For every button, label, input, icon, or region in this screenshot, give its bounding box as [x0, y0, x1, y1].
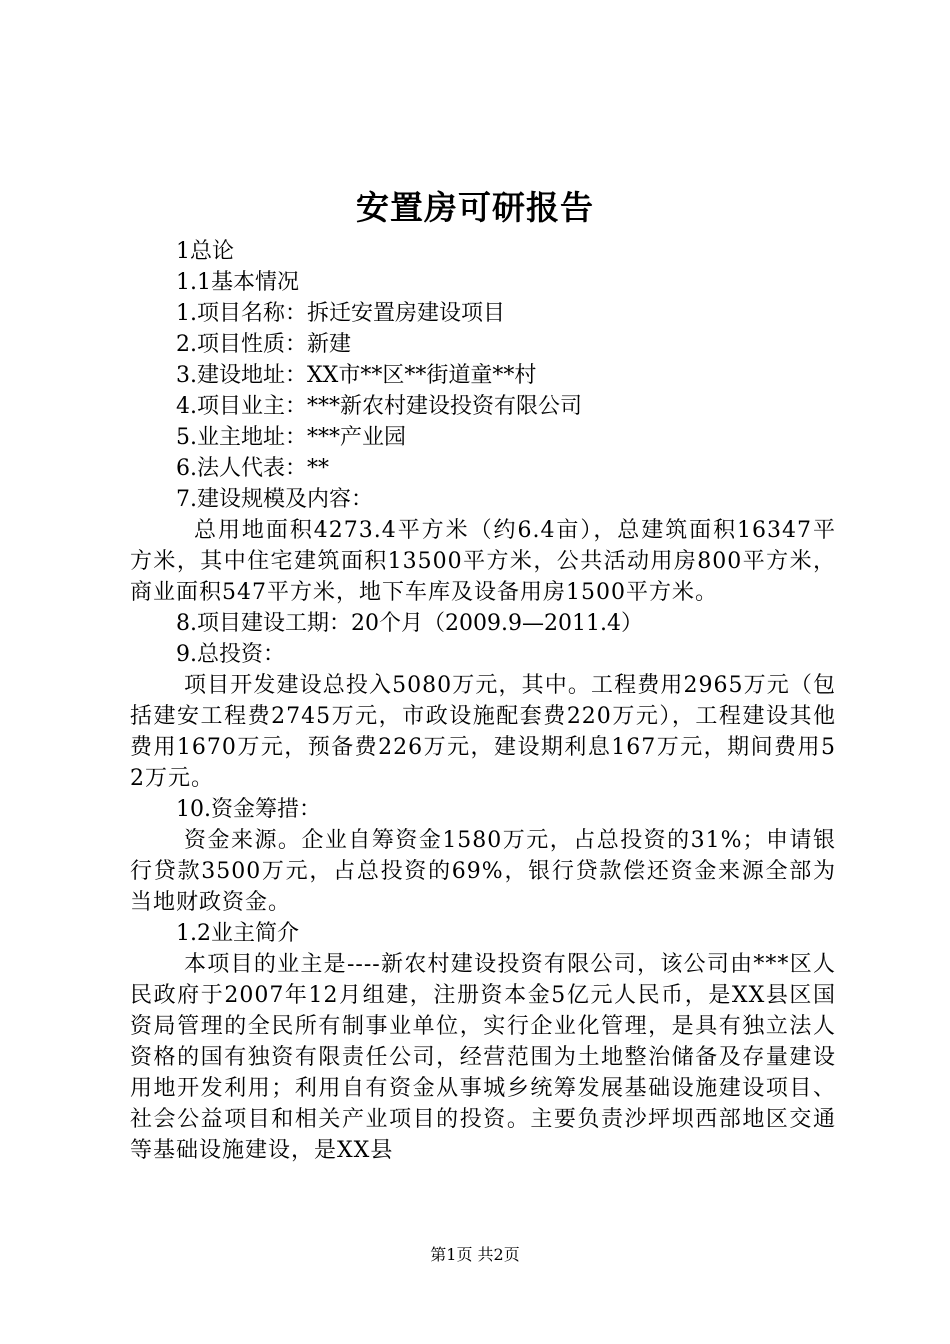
list-item: 5.业主地址：***产业园 — [176, 425, 406, 450]
list-item: 9.总投资： — [176, 642, 285, 667]
list-item: 3.建设地址：XX市**区**街道童**村 — [176, 363, 537, 388]
document-body — [130, 236, 836, 1166]
list-item: 8.项目建设工期：20个月（2009.9—2011.4） — [176, 611, 643, 636]
list-item: 7.建设规模及内容： — [176, 487, 373, 512]
paragraph-funding: 资金来源。企业自筹资金1580万元，占总投资的31%；申请银行贷款3500万元，占总投资的69%，银行贷款偿还资金来源全部为当地财政资金。 — [130, 828, 836, 915]
list-item: 4.项目业主：***新农村建设投资有限公司 — [176, 394, 582, 419]
document-title: 安置房可研报告 — [356, 188, 594, 227]
paragraph-owner-intro: 本项目的业主是----新农村建设投资有限公司，该公司由***区人民政府于2007年12月组建，注册资本金5亿元人民币，是XX县区国资局管理的全民所有制事业单位，实行企业化管理，是具有独立法人资格的国有独资有限责任公司，经营范围为土地整治储备及存量建设用地开发利用；利用自有资金从事城乡统筹发展基础设施建设项目、社会公益项目和相关产业项目的投资。主要负责沙坪坝西部地区交通等基础设施建设，是XX县 — [130, 952, 836, 1163]
subsection-heading: 1.2业主简介 — [176, 921, 299, 946]
subsection-heading: 1.1基本情况 — [176, 270, 299, 295]
list-item: 6.法人代表：** — [176, 456, 329, 481]
list-item: 2.项目性质：新建 — [176, 332, 351, 357]
section-heading: 1总论 — [176, 239, 234, 264]
paragraph-investment: 项目开发建设总投入5080万元，其中。工程费用2965万元（包括建安工程费2745万元，市政设施配套费220万元），工程建设其他费用1670万元，预备费226万元，建设期利息167万元，期间费用52万元。 — [130, 673, 836, 791]
paragraph-scale: 总用地面积4273.4平方米（约6.4亩），总建筑面积16347平方米，其中住宅建筑面积13500平方米，公共活动用房800平方米，商业面积547平方米，地下车库及设备用房1500平方米。 — [130, 518, 836, 605]
page-footer: 第1页 共2页 — [430, 1245, 520, 1264]
list-item: 1.项目名称：拆迁安置房建设项目 — [176, 301, 505, 326]
list-item: 10.资金筹措： — [176, 797, 321, 822]
